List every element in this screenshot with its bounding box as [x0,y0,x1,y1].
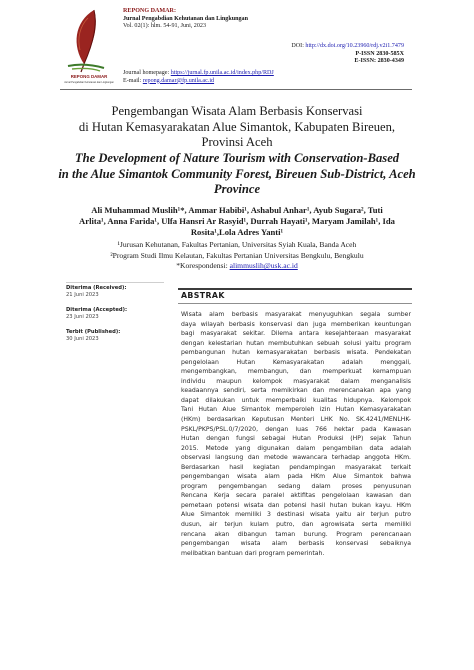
title-en-line2: in the Alue Simantok Community Forest, Bireuen Sub-District, Aceh [58,166,416,181]
accepted-block [66,307,166,322]
abstract-line: 2015. Metode yang digunakan dalam pengambilan data adalah [181,444,411,452]
abstract-line: Berdasarkan hasil kegiatan pendampingan masyarakat terkait [181,463,411,471]
email-label: E-mail: [123,77,142,84]
homepage-line [123,70,274,78]
journal-header [123,8,248,31]
received-block [66,285,166,300]
title-en-line3: Province [213,182,261,197]
abstract-body [181,310,411,558]
abstract-line: daya wilayah berbasis konservasi dan juga memberikan keuntungan [181,320,411,328]
logo-caption-1: REPONG DAMAR [70,74,108,79]
abstract-line: pengembangan wisata alam pada HKm Alue Simantok bahwa [181,473,411,481]
abstract-line: program pengembangan sedang dalam proses penyusunan [181,482,411,490]
published-label: Terbit (Published): [66,329,121,335]
affiliation-2: ²Program Studi Ilmu Kelautan, Fakultas Pertanian Universitas Bengkulu, Bengkulu [110,250,364,260]
accepted-date: 23 Juni 2023 [66,314,99,321]
published-date: 30 Juni 2023 [66,336,99,343]
homepage-label: Journal homepage: [123,70,170,76]
correspondence-label: *Korespondensi: [176,261,228,271]
feather-logo-icon [64,6,114,90]
abstract-line: (HKm) berdasarkan Keputusan Menteri LHK No. SK.4241/MENLHK- [181,416,411,424]
affiliation-1: ¹Jurusan Kehutanan, Fakultas Pertanian, Universitas Syiah Kuala, Banda Aceh [117,240,357,249]
abstract-line: bagi masyarakat sekitar. Dilema antara kesejahteraan masyarakat [181,330,411,338]
email-line [123,78,274,86]
pissn: P-ISSN 2830-585X [355,50,404,57]
affiliations [55,240,419,272]
header-divider [60,89,412,90]
title-indonesian [40,104,434,151]
logo-caption-2: Jurnal Pengabdian Kehutanan dan Lingkungan [64,81,114,84]
abstract-line: individu maupun kelompok masyarakat dalam menganalisis [181,377,411,385]
abstract-line: mengembangkan, membangun, dan memperkuat kemampuan [181,368,411,376]
eissn: E-ISSN: 2830-4349 [354,58,404,65]
abstract-line: pengembangan wisata alam berbasis konservasi sebaiknya [181,540,411,548]
abstract-line: dusun, air terjun kulam putro, dan agrowisata serta memiliki [181,521,411,529]
journal-logo [64,6,114,90]
doi-link[interactable]: http://dx.doi.org/10.23960/rdj.v2i1.7479 [305,43,404,49]
volume-line: Vol. 02(1): hlm. 54-91, Juni, 2023 [123,23,206,30]
title-en-line1: The Development of Nature Tourism with Conservation-Based [74,151,400,165]
abstract-line: Hutan dengan fungsi sebagai Hutan Produksi (HP) sejak Tahun [181,435,411,443]
accepted-label: Diterima (Accepted): [66,307,128,313]
abstract-line: observasi langsung dan metode wawancara terhadap anggota HKm. [181,454,411,462]
abstract-heading: ABSTRAK [181,291,225,300]
abstract-line: pembangunan hutan kemasyarakatan berbasis wisata. Pendekatan [181,349,411,357]
received-label: Diterima (Received): [66,285,127,291]
correspondence-email[interactable]: alimmuslih@usk.ac.id [229,261,298,271]
abstract-line: dengan kelestarian hutan membutuhkan sebuah solusi yaitu program [181,339,411,347]
doi-line [291,43,404,51]
abstract-line: Tani Hutan Alue Simantok memperoleh izin Hutan Kemasyarakatan [181,406,411,414]
authors-line3: Rosita¹,Lola Adres Yanti¹ [190,227,284,238]
correspondence-line [55,261,419,272]
info-divider [66,282,164,283]
authors-line2: Arlita¹, Anna Farida¹, Ulfa Hansri Ar Rasyid¹, Durrah Hayati¹, Maryam Jamilah¹, Ida [79,216,395,227]
abstract-line: Rencana Kerja secara paralel aktifitas pengelolaan kawasan dan [181,492,411,500]
abstract-line: dapat dilakukan untuk memperbaiki kualitas hidupnya. Kelompok [181,396,411,404]
doi-issn-block [291,43,404,66]
title-id-line2: di Hutan Kemasyarakatan Alue Simantok, Kabupaten Bireuen, [78,119,396,134]
received-date: 21 Juni 2023 [66,292,99,299]
title-english [40,151,434,198]
email-link[interactable]: repong.damar@fp.unila.ac.id [142,77,215,84]
abstract-line: PSKL/PKPS/PSL.0/7/2020, dengan luas 766 hektar pada Kawasan [181,425,411,433]
homepage-link[interactable]: https://jurnal.fp.unila.ac.id/index.php/RDJ [170,70,274,76]
abstract-line: keadaannya sendiri, serta memikirkan dan merencanakan apa yang [181,387,411,395]
abstract-line: Wisata alam berbasis masyarakat menyuguhkan segala sumber [181,311,411,318]
abstract-line: pengelolaan Hutan Kemasyarakatan adalah menggali, [181,358,411,366]
journal-subtitle: Jurnal Pengabdian Kehutanan dan Lingkungan [123,15,248,22]
abstract-line: melibatkan bantuan dari program pemerintah. [181,549,325,557]
homepage-block [123,70,274,85]
journal-name: REPONG DAMAR: [123,8,176,14]
authors-line1: Ali Muhammad Muslih¹*, Ammar Habibi¹, Ashabul Anhar¹, Ayub Sugara², Tuti [91,205,383,215]
abstract-heading-rule [178,303,412,304]
abstract-line: rencana akan dibangun taman burung. Program perencanaan [181,530,411,538]
title-id-line1: Pengembangan Wisata Alam Berbasis Konservasi [111,104,363,118]
doi-label: DOI: [291,43,304,49]
published-block [66,329,166,344]
abstract-line: Alue Simantok memiliki 3 destinasi wisata yaitu air terjun putro [181,511,411,519]
abstract-top-rule [178,288,412,290]
abstract-line: pemetaan potensi wisata dan potensi hasil hutan bukan kayu. HKm [181,501,411,509]
title-id-line3: Provinsi Aceh [201,135,273,150]
author-list [55,205,419,239]
